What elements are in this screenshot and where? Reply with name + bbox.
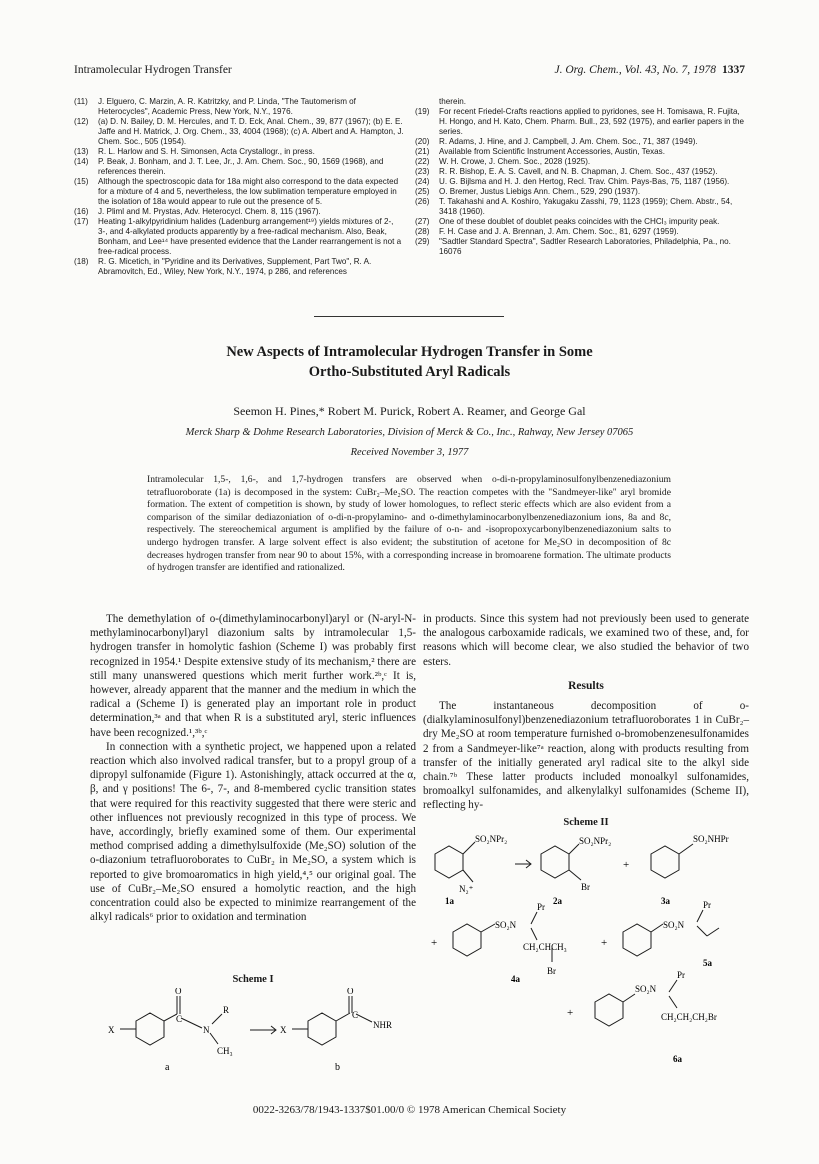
scheme-2-label: Scheme II bbox=[563, 817, 609, 828]
plus-sign: + bbox=[623, 859, 630, 871]
reference-number: (12) bbox=[74, 117, 89, 126]
scheme-1-diagram bbox=[90, 988, 416, 1076]
benzene-ring bbox=[595, 994, 623, 1026]
compound-label: 3a bbox=[661, 896, 670, 906]
reference-number: (17) bbox=[74, 217, 89, 226]
atom-label: N bbox=[203, 1025, 210, 1035]
plus-sign: + bbox=[567, 1007, 574, 1019]
atom-label: X bbox=[280, 1025, 287, 1035]
reference-text: One of these doublet of doublet peaks coincides with the CHCl₃ impurity peak. bbox=[439, 217, 720, 226]
reference-number: (13) bbox=[74, 147, 89, 156]
paragraph: in products. Since this system had not previously been used to generate the analogous carboxamide radicals, we examined two of these, and, for reasons which will become clear, we also studied the behavior of two esters. bbox=[423, 613, 749, 668]
benzene-ring bbox=[651, 846, 679, 878]
reference-number: (11) bbox=[74, 97, 88, 106]
atom-label: CH₃ bbox=[217, 1046, 233, 1056]
reference-text: (a) D. N. Bailey, D. M. Hercules, and T. D. Eck, Anal. Chem., 39, 877 (1967); (b) E. E. Jaffe and H. Matrick, J. Org. Chem., 33, 4004 (1968); (c) A. Albert and A. Hampton, J. Chem. Soc., 505 (1954). bbox=[98, 117, 404, 146]
atom-label: C bbox=[352, 1010, 359, 1020]
reference-item bbox=[74, 117, 404, 147]
body-right-column-results bbox=[423, 699, 749, 813]
reference-item bbox=[415, 167, 745, 177]
group-label: Pr bbox=[537, 902, 546, 912]
reference-text: T. Takahashi and A. Koshiro, Yakugaku Zasshi, 79, 1123 (1959); Chem. Abstr., 54, 3418 (1960). bbox=[439, 197, 733, 216]
reference-text: U. G. Bijlsma and H. J. den Hertog, Recl. Trav. Chim. Pays-Bas, 75, 1187 (1956). bbox=[439, 177, 730, 186]
authors: Seemon H. Pines,* Robert M. Purick, Robert A. Reamer, and George Gal bbox=[233, 404, 586, 418]
reference-item bbox=[415, 137, 745, 147]
reference-number: (16) bbox=[74, 207, 89, 216]
reference-text: O. Bremer, Justus Liebigs Ann. Chem., 529, 290 (1937). bbox=[439, 187, 641, 196]
reference-item bbox=[74, 257, 404, 277]
affiliation: Merck Sharp & Dohme Research Laboratories, Division of Merck & Co., Inc., Rahway, New Jersey 07065 bbox=[185, 427, 634, 438]
paragraph: The instantaneous decomposition of o-(dialkylaminosulfonyl)benzenediazonium tetrafluoroborates 1 in CuBr₂–dry Me₂SO at room temperature furnished o-bromobenzenesulfonamides 2 from a Sandmeyer-like⁷ᵃ reaction, along with products resulting from transfer of the initially generated aryl radical site to the alkyl side chain.⁷ᵇ These latter products included monoalkyl sulfonamides, bromoalkyl sulfonamides, and alkenylalkyl sulfonamides (Scheme II), reflecting hy- bbox=[423, 700, 749, 812]
body-left-column bbox=[90, 612, 416, 924]
reference-text: F. H. Case and J. A. Brennan, J. Am. Chem. Soc., 81, 6297 (1959). bbox=[439, 227, 679, 236]
body-right-column bbox=[423, 612, 749, 669]
reference-text: J. Elguero, C. Marzin, A. R. Katritzky, and P. Linda, "The Tautomerism of Heterocycles", Academic Press, New York, N.Y., 1976. bbox=[98, 97, 356, 116]
references-right bbox=[415, 97, 745, 257]
group-label: SO₂N bbox=[635, 984, 657, 994]
group-label: Pr bbox=[677, 970, 686, 980]
reference-item bbox=[74, 157, 404, 177]
compound-label: 6a bbox=[673, 1054, 682, 1064]
group-label: SO₂NPr₂ bbox=[475, 834, 508, 844]
reference-item bbox=[74, 97, 404, 117]
benzene-ring bbox=[541, 846, 569, 878]
reference-number: (20) bbox=[415, 137, 430, 146]
atom-label: C bbox=[176, 1014, 183, 1024]
reference-text: For recent Friedel-Crafts reactions applied to pyridones, see H. Tomisawa, R. Fujita, H. Hongo, and H. Kato, Chem. Pharm. Bull., 23, 592 (1975), and earlier papers in the series. bbox=[439, 107, 745, 136]
reference-item bbox=[415, 177, 745, 187]
references-left bbox=[74, 97, 404, 277]
reference-text: R. G. Micetich, in "Pyridine and its Derivatives, Supplement, Part Two", R. A. Abramovitch, Ed., Wiley, New York, N.Y., 1974, p 286, and references bbox=[98, 257, 372, 276]
reference-number: (26) bbox=[415, 197, 430, 206]
compound-label: 4a bbox=[511, 974, 520, 984]
group-label: Br bbox=[547, 966, 556, 976]
running-header-title: Intramolecular Hydrogen Transfer bbox=[74, 64, 232, 76]
compound-label: a bbox=[165, 1062, 170, 1073]
reference-item bbox=[74, 207, 404, 217]
reference-item bbox=[74, 147, 404, 157]
reference-text: therein. bbox=[439, 97, 466, 106]
plus-sign: + bbox=[431, 937, 438, 949]
atom-label: O bbox=[347, 988, 354, 996]
received-date: Received November 3, 1977 bbox=[350, 447, 469, 458]
benzene-ring bbox=[453, 924, 481, 956]
title-line-1: New Aspects of Intramolecular Hydrogen Transfer in Some bbox=[226, 344, 593, 360]
group-label: SO₂N bbox=[663, 920, 685, 930]
section-divider bbox=[314, 316, 504, 317]
group-label: Br bbox=[581, 882, 590, 892]
reference-number: (22) bbox=[415, 157, 430, 166]
reference-number bbox=[415, 97, 439, 107]
reference-number: (23) bbox=[415, 167, 430, 176]
reference-item bbox=[415, 147, 745, 157]
reference-item bbox=[415, 197, 745, 217]
abstract: Intramolecular 1,5-, 1,6-, and 1,7-hydrogen transfers are observed when o-di-n-propylaminosulfonylbenzenediazonium tetrafluoroborate (1a) is decomposed in the system: CuBr₂–Me₂SO. The reaction competes with the "Sandmeyer-like" aryl bromide formation. The extent of competition is shown, by study of lower homologues, to reflect steric effects which are also evident from a comparison of the similar dediazoniation of o-di-n-propylamino- and o-dimethylaminocarbonylbenzenediazonium ions, 8a and 8c, respectively. The stereochemical argument is amplified by the failure of o-n- and -isopropoxycarbonylbenzenediazonium salts to undergo hydrogen transfer. A large solvent effect is also evident; the substitution of acetone for Me₂SO in decomposition of 8c decreases hydrogen transfer from near 90 to about 15%, with a corresponding increase in bromoarene formation. The ultimate products of hydrogen transfer are identified and rationalized. bbox=[147, 474, 671, 574]
reference-number: (15) bbox=[74, 177, 89, 186]
reference-number: (18) bbox=[74, 257, 89, 266]
reference-item bbox=[415, 227, 745, 237]
group-label: CH₂CHCH₃ bbox=[523, 942, 567, 952]
group-label: N₂⁺ bbox=[459, 884, 474, 894]
group-label: SO₂NPr₂ bbox=[579, 836, 612, 846]
group-label: SO₂NHPr bbox=[693, 834, 729, 844]
reference-number: (29) bbox=[415, 237, 430, 246]
plus-sign: + bbox=[601, 937, 608, 949]
reference-text: Although the spectroscopic data for 18a might also correspond to the data expected for a mixture of 4 and 5, nevertheless, the low sublimation temperature employed in the isolation of 18a would appear to rule out the presence of 5. bbox=[98, 177, 399, 206]
reference-item bbox=[415, 217, 745, 227]
reference-text: R. R. Bishop, E. A. S. Cavell, and N. B. Chapman, J. Chem. Soc., 437 (1952). bbox=[439, 167, 718, 176]
benzene-ring bbox=[308, 1013, 336, 1045]
reference-text: R. Adams, J. Hine, and J. Campbell, J. Am. Chem. Soc., 71, 387 (1949). bbox=[439, 137, 698, 146]
group-label: SO₂N bbox=[495, 920, 517, 930]
scheme-2-diagram bbox=[423, 830, 753, 1076]
benzene-ring bbox=[136, 1013, 164, 1045]
scheme-1-label: Scheme I bbox=[232, 974, 274, 985]
reference-number: (28) bbox=[415, 227, 430, 236]
reference-text: Available from Scientific Instrument Accessories, Austin, Texas. bbox=[439, 147, 665, 156]
compound-label: 2a bbox=[553, 896, 562, 906]
reference-text: Heating 1-alkylpyridinium halides (Ladenburg arrangement¹⁹) yields mixtures of 2-, 3-, and 4-alkylated products apparently by a free-radical mechanism. Also, Beak, Bonham, and Lee¹⁴ have presented evidence that the Lander rearrangement is not a free-radical process. bbox=[98, 217, 402, 256]
reference-item bbox=[415, 97, 745, 107]
paragraph: In connection with a synthetic project, we happened upon a related reaction which also involved radical transfer, but to a propyl group of a dipropyl sulfonamide (Figure 1). Astonishingly, attack occurred at the α, β, and γ positions! The 6-, 7-, and 8-membered cyclic transition states that were required for this reactivity suggested that there were steric and other influences not previously recognized in this type of process. We have, accordingly, briefly examined some of them. Our experimental method comprised adding a dimethylsulfoxide (Me₂SO) solution of the o-diazonium tetrafluoroborates to CuBr₂ in Me₂SO, a system which is reported to give bromoaromatics in high yield,⁴,⁵ our original goal. The use of CuBr₂–Me₂SO ensured a homolytic reaction, and the high concentration could also be expected to minimize rearrangement of the alkyl radicals⁶ prior to oxidation and termination bbox=[90, 740, 416, 924]
reference-number: (25) bbox=[415, 187, 430, 196]
atom-label: NHR bbox=[373, 1020, 393, 1030]
reference-item bbox=[415, 187, 745, 197]
reference-text: J. Pliml and M. Prystas, Adv. Heterocycl. Chem. 8, 115 (1967). bbox=[98, 207, 321, 216]
atom-label: R bbox=[223, 1005, 230, 1015]
reference-item bbox=[415, 157, 745, 167]
reference-number: (21) bbox=[415, 147, 430, 156]
reference-item bbox=[74, 177, 404, 207]
compound-label: 5a bbox=[703, 958, 712, 968]
compound-label: b bbox=[335, 1062, 340, 1073]
atom-label: X bbox=[108, 1025, 115, 1035]
running-header-journal bbox=[554, 64, 745, 76]
atom-label: O bbox=[175, 988, 182, 996]
reference-number: (14) bbox=[74, 157, 89, 166]
reference-number: (27) bbox=[415, 217, 430, 226]
paragraph: The demethylation of o-(dimethylaminocarbonyl)aryl or (N-aryl-N-methylaminocarbonyl)aryl diazonium salts by intramolecular 1,5-hydrogen transfer in homolytic fashion (Scheme I) was probably first recognized in 1954.¹ Despite extensive study of its mechanism,² there are still many unanswered questions which merit further work.²ᵇ,ᶜ It is, however, already apparent that the manner and the medium in which the radical a (Scheme I) is generated play an important role in product determination,³ᵃ and that when R is a substituted aryl, steric influences have been recognized.¹,³ᵇ,ᶜ bbox=[90, 613, 416, 739]
group-label: CH₂CH₂CH₂Br bbox=[661, 1012, 717, 1022]
reference-item bbox=[74, 217, 404, 257]
reference-item bbox=[415, 107, 745, 137]
reference-text: "Sadtler Standard Spectra", Sadtler Research Laboratories, Philadelphia, Pa., no. 16076 bbox=[439, 237, 731, 256]
reference-text: P. Beak, J. Bonham, and J. T. Lee, Jr., J. Am. Chem. Soc., 90, 1569 (1968), and references therein. bbox=[98, 157, 384, 176]
benzene-ring bbox=[435, 846, 463, 878]
title-line-2: Ortho-Substituted Aryl Radicals bbox=[308, 364, 511, 380]
copyright-footer: 0022-3263/78/1943-1337$01.00/0 © 1978 American Chemical Society bbox=[252, 1104, 567, 1116]
reference-number: (19) bbox=[415, 107, 430, 116]
reference-item bbox=[415, 237, 745, 257]
journal-citation: J. Org. Chem., Vol. 43, No. 7, 1978 bbox=[554, 64, 716, 76]
benzene-ring bbox=[623, 924, 651, 956]
results-heading: Results bbox=[568, 680, 604, 692]
compound-label: 1a bbox=[445, 896, 454, 906]
article-title bbox=[0, 342, 819, 382]
reference-text: R. L. Harlow and S. H. Simonsen, Acta Crystallogr., in press. bbox=[98, 147, 315, 156]
reference-text: W. H. Crowe, J. Chem. Soc., 2028 (1925). bbox=[439, 157, 591, 166]
page-number: 1337 bbox=[722, 64, 745, 76]
group-label: Pr bbox=[703, 900, 712, 910]
reference-number: (24) bbox=[415, 177, 430, 186]
